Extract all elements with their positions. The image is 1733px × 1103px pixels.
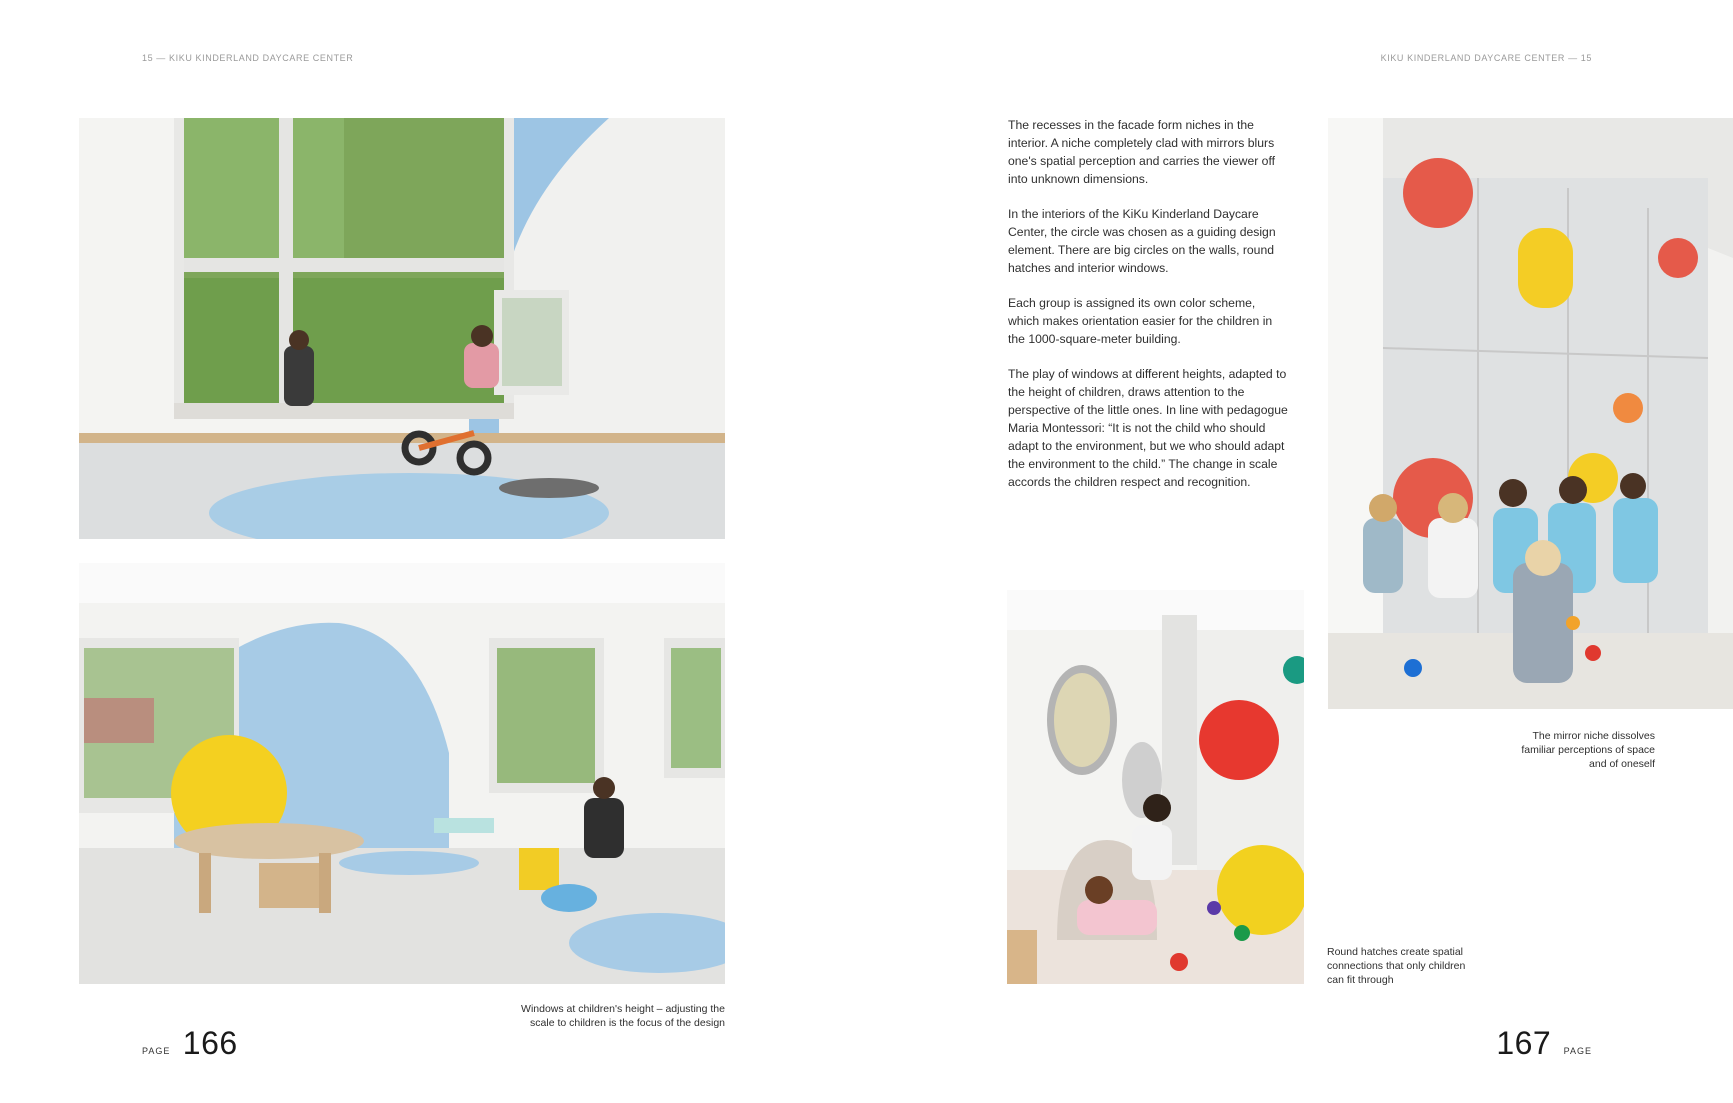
page-number-right: 167 (1496, 1025, 1552, 1061)
page-label-right: PAGE (1563, 1046, 1592, 1056)
caption-mirror: The mirror niche dissolves familiar perceptions of space and of oneself (1521, 730, 1655, 770)
page-number-right-block (1496, 1025, 1592, 1062)
photo-mirror-niche (1328, 118, 1733, 709)
body-text (1008, 116, 1288, 508)
photo-round-hatches (1007, 590, 1304, 984)
paragraph-2: In the interiors of the KiKu Kinderland Daycare Center, the circle was chosen as a guiding design element. There are big circles on the walls, round hatches and interior windows. (1008, 207, 1276, 275)
photo-window-corner (79, 118, 725, 539)
caption-hatches: Round hatches create spatial connections that only children can fit through (1327, 946, 1466, 986)
paragraph-3: Each group is assigned its own color scheme, which makes orientation easier for the children in the 1000-square-meter building. (1008, 296, 1273, 346)
paragraph-1: The recesses in the facade form niches in the interior. A niche completely clad with mirrors blurs one's spatial perception and carries the viewer off into unknown dimensions. (1008, 118, 1275, 186)
page-label-left: PAGE (142, 1046, 171, 1056)
caption-left: Windows at children's height – adjusting the scale to children is the focus of the design (521, 1003, 725, 1029)
running-header-right: KIKU KINDERLAND DAYCARE CENTER — 15 (1380, 53, 1592, 63)
running-header-left: 15 — KIKU KINDERLAND DAYCARE CENTER (142, 53, 354, 63)
page-number-left: 166 (182, 1025, 238, 1061)
paragraph-4: The play of windows at different heights, adapted to the height of children, draws attention to the perspective of the little ones. In line with pedagogue Maria Montessori: “It is not the child who should adapt to the environment, but we who should adapt the environment to the child.” The change in scale accords the children respect and recognition. (1008, 367, 1288, 489)
page-number-left-block (142, 1025, 238, 1062)
photo-blue-room (79, 563, 725, 984)
